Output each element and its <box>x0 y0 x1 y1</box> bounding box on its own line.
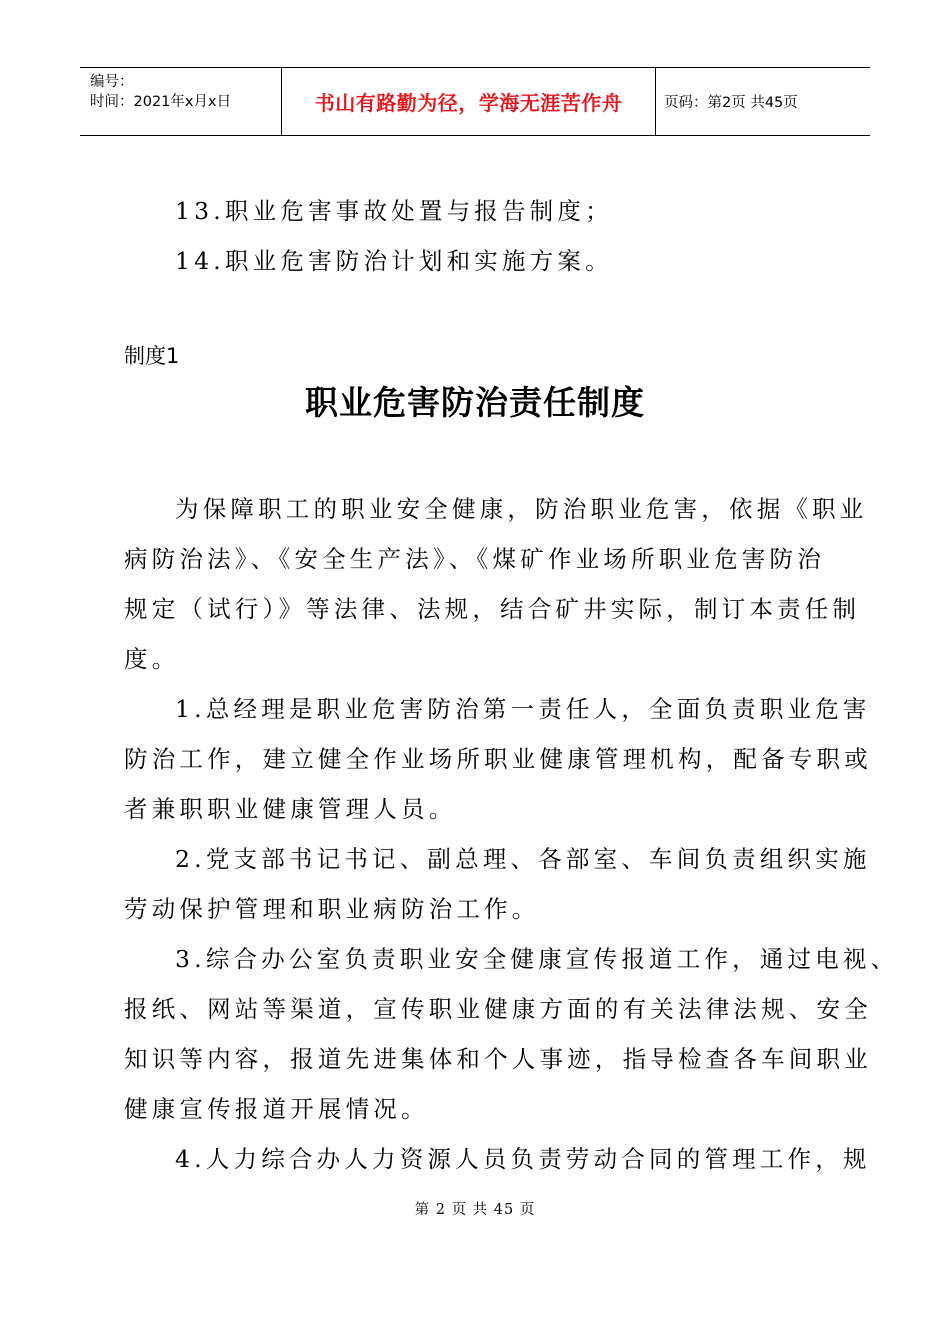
body-line: 报纸、网站等渠道，宣传职业健康方面的有关法律法规、安全 <box>124 995 872 1023</box>
body-line: 度。 <box>124 645 180 673</box>
body-line: 3.综合办公室负责职业安全健康宣传报道工作，通过电视、 <box>175 945 899 973</box>
document-title: 职业危害防治责任制度 <box>305 383 645 422</box>
page-header <box>80 67 870 136</box>
body-line: 健康宣传报道开展情况。 <box>124 1095 429 1123</box>
body-line: 规定（试行）》等法律、法规，结合矿井实际，制订本责任制 <box>124 595 861 623</box>
body-line: 病防治法》、《安全生产法》、《煤矿作业场所职业危害防治 <box>124 545 825 573</box>
body-line: 1.总经理是职业危害防治第一责任人，全面负责职业危害 <box>175 695 871 723</box>
list-item: 13.职业危害事故处置与报告制度； <box>175 197 613 225</box>
header-page-info: 页码：第2页 共45页 <box>664 95 798 111</box>
body-line: 知识等内容，报道先进集体和个人事迹，指导检查各车间职业 <box>124 1045 872 1073</box>
list-item: 14.职业危害防治计划和实施方案。 <box>175 247 613 275</box>
header-time: 时间：2021年x月x日 <box>90 94 232 110</box>
body-line: 2.党支部书记书记、副总理、各部室、车间负责组织实施 <box>175 845 871 873</box>
section-label: 制度1 <box>124 344 180 368</box>
header-motto-cell <box>281 68 656 135</box>
header-motto: 书山有路勤为径，学海无涯苦作舟 <box>314 91 623 115</box>
body-line: 劳动保护管理和职业病防治工作。 <box>124 895 540 923</box>
body-line: 为保障职工的职业安全健康，防治职业危害，依据《职业 <box>175 495 868 523</box>
header-number: 编号： <box>90 74 134 90</box>
body-line: 4.人力综合办人力资源人员负责劳动合同的管理工作，规 <box>175 1145 871 1173</box>
page-footer: 第 2 页 共 45 页 <box>414 1202 536 1218</box>
body-line: 防治工作，建立健全作业场所职业健康管理机构，配备专职或 <box>124 745 872 773</box>
header-meta <box>80 68 281 135</box>
body-line: 者兼职职业健康管理人员。 <box>124 795 457 823</box>
